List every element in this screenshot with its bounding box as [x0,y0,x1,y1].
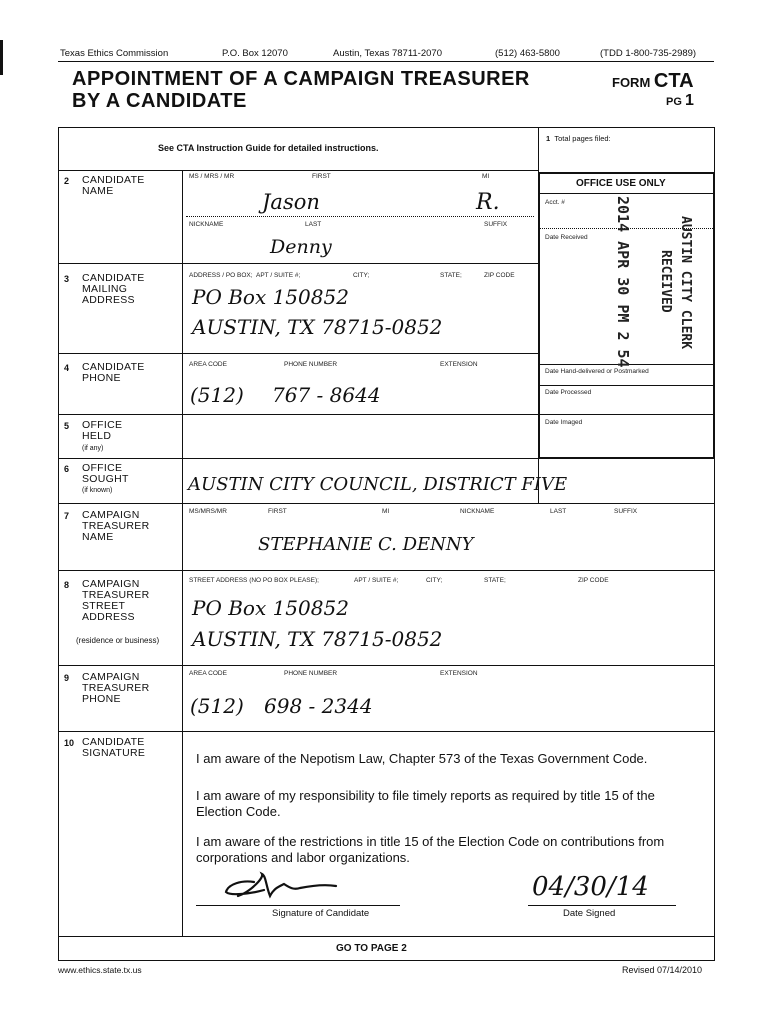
date-signed-line [528,905,676,906]
page-prefix: PG [666,96,682,108]
signature-label: Signature of Candidate [272,908,370,919]
s2-last-header: LAST [305,221,322,228]
total-pages-label: Total pages filed: [554,134,611,143]
rule-row6 [58,503,715,504]
form-code [612,70,694,93]
office-date-imaged-label: Date Imaged [545,419,583,426]
office-date-processed-label: Date Processed [545,389,592,396]
instructions-text: See CTA Instruction Guide for detailed instructions. [158,143,379,153]
office-use-title: OFFICE USE ONLY [576,178,666,189]
section-7-number: 7 [64,511,70,521]
rule-row2-left [58,263,538,264]
section-2-label: CANDIDATE NAME [82,174,145,197]
statement-restrictions: I am aware of the restrictions in title 15 of the Election Code on contributions from corporations and labor organizations. [196,834,665,865]
s8-city-header: CITY; [426,577,443,584]
s3-zip-header: ZIP CODE [484,272,515,279]
treasurer-phone: 698 - 2344 [264,694,373,718]
statement-reports: I am aware of my responsibility to file timely reports as required by title 15 of the Election Code. [196,788,655,819]
candidate-phone: 767 - 8644 [272,383,381,407]
rule-row5 [58,458,538,459]
date-signed-label: Date Signed [563,908,616,919]
treasurer-address-line2: AUSTIN, TX 78715-0852 [192,627,443,651]
s9-phone-header: PHONE NUMBER [284,670,338,677]
treasurer-address-line1: PO Box 150852 [192,596,349,620]
s4-area-header: AREA CODE [189,361,227,368]
s7-mi-header: MI [382,508,390,515]
candidate-middle-initial: R. [476,190,500,215]
header-rule [58,61,714,62]
s3-city-header: CITY; [353,272,370,279]
s8-address-header: STREET ADDRESS (NO PO BOX PLEASE); [189,577,319,584]
agency-pobox: P.O. Box 12070 [222,48,288,59]
treasurer-area-code: (512) [190,694,244,718]
section-9-number: 9 [64,673,70,683]
received-stamp-office: AUSTIN CITY CLERK [678,216,693,350]
section-6-sublabel: (if known) [82,487,113,494]
total-pages-num: 1 [546,134,551,143]
office-date-hand-label: Date Hand-delivered or Postmarked [545,368,649,375]
s3-state-header: STATE; [440,272,462,279]
s7-nickname-header: NICKNAME [460,508,495,515]
section-3-number: 3 [64,274,70,284]
page-number-value: 1 [684,92,694,109]
received-stamp-date: 2014 APR 30 PM 2 54 [614,196,632,368]
s2-name-divider [186,216,534,217]
received-stamp-received: RECEIVED [658,250,673,313]
office-acct-label: Acct. # [545,199,565,206]
form-code-value: CTA [653,70,694,92]
agency-name: Texas Ethics Commission [60,48,169,59]
page-number [666,92,694,110]
form-title-line1: APPOINTMENT OF A CAMPAIGN TREASURER [72,68,530,90]
s3-address-header: ADDRESS / PO BOX; [189,272,253,279]
rule-row1 [58,170,538,171]
candidate-first-name: Jason [262,190,320,214]
s7-suffix-header: SUFFIX [614,508,638,515]
form-title-line2: BY A CANDIDATE [72,90,247,112]
s9-ext-header: EXTENSION [440,670,478,677]
rule-row8 [58,665,715,666]
office-hand-rule [538,385,715,386]
s2-nickname-header: NICKNAME [189,221,224,228]
s9-area-header: AREA CODE [189,670,227,677]
agency-phone: (512) 463-5800 [495,48,560,59]
s7-title-header: MS/MRS/MR [189,508,227,515]
candidate-address-line2: AUSTIN, TX 78715-0852 [192,315,443,339]
candidate-last-name: Denny [270,236,332,258]
total-pages [546,134,611,143]
s4-phone-header: PHONE NUMBER [284,361,338,368]
s8-zip-header: ZIP CODE [578,577,609,584]
section-7-label: CAMPAIGN TREASURER NAME [82,509,150,543]
s3-apt-header: APT / SUITE #; [256,272,301,279]
date-signed-value: 04/30/14 [532,872,649,902]
section-9-label: CAMPAIGN TREASURER PHONE [82,671,150,705]
s2-title-header: MS / MRS / MR [189,173,235,180]
s8-apt-header: APT / SUITE #; [354,577,399,584]
office-date-received-label: Date Received [545,234,588,241]
section-5-sublabel: (if any) [82,445,104,452]
form-title [72,68,530,112]
section-10-label: CANDIDATE SIGNATURE [82,736,146,759]
section-4-number: 4 [64,363,70,373]
go-to-page-2[interactable]: GO TO PAGE 2 [336,943,407,954]
s7-last-header: LAST [550,508,567,515]
statement-nepotism: I am aware of the Nepotism Law, Chapter 573 of the Texas Government Code. [196,751,648,766]
section-8-number: 8 [64,580,70,590]
office-sought-value: AUSTIN CITY COUNCIL, DISTRICT FIVE [188,474,568,495]
section-4-label: CANDIDATE PHONE [82,361,145,384]
rule-row3 [58,353,538,354]
candidate-address-line1: PO Box 150852 [192,285,349,309]
agency-city: Austin, Texas 78711-2070 [333,48,442,59]
form-prefix: FORM [612,75,651,90]
s8-state-header: STATE; [484,577,506,584]
section-6-number: 6 [64,464,70,474]
s2-mi-header: MI [482,173,490,180]
candidate-signature-mark [220,870,350,910]
s4-ext-header: EXTENSION [440,361,478,368]
treasurer-name: STEPHANIE C. DENNY [258,534,474,555]
footer-revised: Revised 07/14/2010 [622,965,703,975]
section-6-label: OFFICE SOUGHT [82,462,129,485]
scan-edge-mark [0,40,3,75]
section-8-sublabel: (residence or business) [76,636,160,645]
candidate-area-code: (512) [190,383,244,407]
s7-first-header: FIRST [268,508,287,515]
section-3-label: CANDIDATE MAILING ADDRESS [82,272,145,306]
rule-row7 [58,570,715,571]
section-5-number: 5 [64,421,70,431]
section-8-label: CAMPAIGN TREASURER STREET ADDRESS [82,578,150,623]
section-10-number: 10 [64,738,75,748]
office-use-title-rule [538,193,715,194]
agency-tdd: (TDD 1-800-735-2989) [600,48,697,59]
s2-suffix-header: SUFFIX [484,221,508,228]
label-column-divider [182,170,183,936]
s2-first-header: FIRST [312,173,331,180]
section-5-label: OFFICE HELD [82,419,123,442]
rule-row10 [58,936,715,937]
section-2-number: 2 [64,176,70,186]
signature-line [196,905,400,906]
footer-website[interactable]: www.ethics.state.tx.us [58,965,142,975]
rule-row9 [58,731,715,732]
